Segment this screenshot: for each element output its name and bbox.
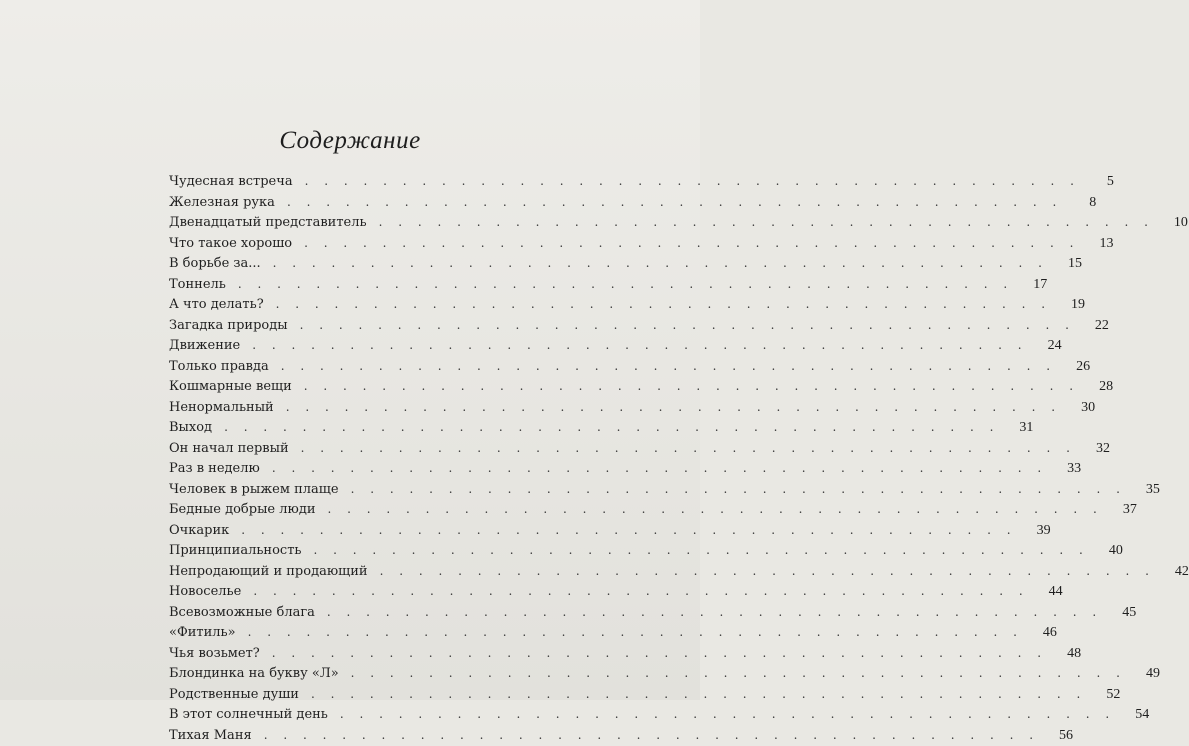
dot-leader <box>305 171 1080 191</box>
entry-title: Блондинка на букву «Л» <box>169 666 339 681</box>
table-of-contents <box>169 171 1189 745</box>
entry-page-number: 19 <box>1071 297 1086 312</box>
toc-entry <box>169 479 1160 500</box>
entry-page-number: 42 <box>1174 563 1189 579</box>
entry-title: Загадка природы <box>169 317 288 333</box>
dot-leader <box>286 397 1061 417</box>
entry-page-number: 46 <box>1042 625 1057 640</box>
entry-title: Раз в неделю <box>169 461 260 476</box>
entry-page-number: 15 <box>1067 256 1082 271</box>
dot-leader <box>304 233 1079 253</box>
entry-title: Выход <box>169 420 213 435</box>
entry-title: Новоселье <box>169 584 242 599</box>
entry-page-number: 8 <box>1089 194 1097 210</box>
entry-title: Двенадцатый представитель <box>169 215 367 230</box>
entry-title: Кошмарные вещи <box>169 379 292 394</box>
toc-entry <box>169 684 1121 705</box>
dot-leader <box>253 581 1028 601</box>
toc-entry <box>169 561 1189 582</box>
toc-entry <box>169 520 1051 541</box>
toc-entry <box>169 581 1063 602</box>
toc-entry <box>169 417 1034 438</box>
entry-page-number: 32 <box>1095 440 1110 456</box>
entry-page-number: 49 <box>1146 666 1160 681</box>
entry-title: Чья возьмет? <box>169 645 260 661</box>
dot-leader <box>272 643 1047 663</box>
dot-leader <box>351 663 1126 683</box>
dot-leader <box>304 376 1079 396</box>
toc-entry <box>169 499 1137 520</box>
dot-leader <box>328 499 1103 519</box>
entry-title: Всевозможные блага <box>169 604 315 620</box>
dot-leader <box>241 520 1016 540</box>
toc-entry <box>169 233 1114 254</box>
dot-leader <box>311 684 1086 704</box>
entry-page-number: 26 <box>1076 358 1091 374</box>
toc-entry <box>169 356 1091 377</box>
dot-leader <box>300 315 1075 335</box>
dot-leader <box>264 725 1039 745</box>
entry-page-number: 56 <box>1059 727 1074 743</box>
toc-entry <box>169 704 1150 725</box>
dot-leader <box>273 253 1048 273</box>
toc-entry <box>169 458 1082 479</box>
entry-title: Он начал первый <box>169 440 289 456</box>
entry-page-number: 22 <box>1094 317 1109 333</box>
entry-title: Принципиальность <box>169 543 302 558</box>
toc-entry <box>169 540 1123 561</box>
toc-entry <box>169 335 1062 356</box>
dot-leader <box>340 704 1115 724</box>
toc-entry <box>169 171 1114 192</box>
entry-title: Человек в рыжем плаще <box>169 481 339 497</box>
toc-entry <box>169 315 1109 336</box>
entry-page-number: 40 <box>1108 543 1123 558</box>
entry-page-number: 54 <box>1135 707 1150 722</box>
dot-leader <box>224 417 999 437</box>
dot-leader <box>252 335 1027 355</box>
entry-page-number: 35 <box>1145 481 1160 497</box>
entry-page-number: 45 <box>1122 604 1137 620</box>
dot-leader <box>248 622 1023 642</box>
toc-entry <box>169 663 1160 684</box>
entry-page-number: 28 <box>1099 379 1114 394</box>
entry-title: В борьбе за... <box>169 256 261 271</box>
entry-page-number: 52 <box>1106 686 1121 702</box>
entry-page-number: 5 <box>1106 174 1114 189</box>
entry-page-number: 48 <box>1067 645 1082 661</box>
dot-leader <box>379 212 1154 232</box>
entry-page-number: 31 <box>1019 420 1034 435</box>
entry-title: Ненормальный <box>169 399 274 415</box>
toc-entry <box>169 274 1048 295</box>
entry-page-number: 37 <box>1122 502 1137 517</box>
entry-title: Чудесная встреча <box>169 174 293 189</box>
dot-leader <box>301 438 1076 458</box>
toc-entry <box>169 438 1110 459</box>
entry-title: Тихая Маня <box>169 727 252 743</box>
contents-heading: Содержание <box>279 127 421 154</box>
toc-entry <box>169 622 1057 643</box>
toc-entry <box>169 253 1082 274</box>
toc-entry <box>169 376 1114 397</box>
entry-page-number: 10 <box>1173 215 1188 230</box>
dot-leader <box>287 192 1062 212</box>
entry-title: «Фитиль» <box>169 625 236 640</box>
entry-title: Бедные добрые люди <box>169 502 316 517</box>
dot-leader <box>272 458 1047 478</box>
dot-leader <box>351 479 1126 499</box>
toc-entry <box>169 294 1086 315</box>
toc-entry <box>169 602 1137 623</box>
entry-title: Движение <box>169 338 241 353</box>
dot-leader <box>276 294 1051 314</box>
dot-leader <box>281 356 1056 376</box>
entry-title: Что такое хорошо <box>169 235 293 251</box>
entry-title: Родственные души <box>169 686 299 702</box>
toc-entry <box>169 192 1097 213</box>
dot-leader <box>327 602 1102 622</box>
toc-entry <box>169 212 1188 233</box>
dot-leader <box>380 561 1155 581</box>
entry-page-number: 24 <box>1047 338 1062 353</box>
entry-title: Очкарик <box>169 522 230 538</box>
entry-page-number: 30 <box>1081 399 1096 415</box>
entry-page-number: 39 <box>1036 522 1051 538</box>
toc-entry <box>169 643 1082 664</box>
entry-title: А что делать? <box>169 297 264 312</box>
toc-entry <box>169 397 1096 418</box>
entry-title: Только правда <box>169 358 269 374</box>
toc-entry <box>169 725 1074 746</box>
entry-title: Железная рука <box>169 194 275 210</box>
dot-leader <box>238 274 1013 294</box>
entry-page-number: 33 <box>1067 461 1082 476</box>
dot-leader <box>313 540 1088 560</box>
entry-title: Непродающий и продающий <box>169 563 368 579</box>
entry-page-number: 13 <box>1099 235 1114 251</box>
entry-page-number: 17 <box>1033 276 1048 292</box>
entry-page-number: 44 <box>1048 584 1063 599</box>
entry-title: В этот солнечный день <box>169 707 328 722</box>
entry-title: Тоннель <box>169 276 226 292</box>
